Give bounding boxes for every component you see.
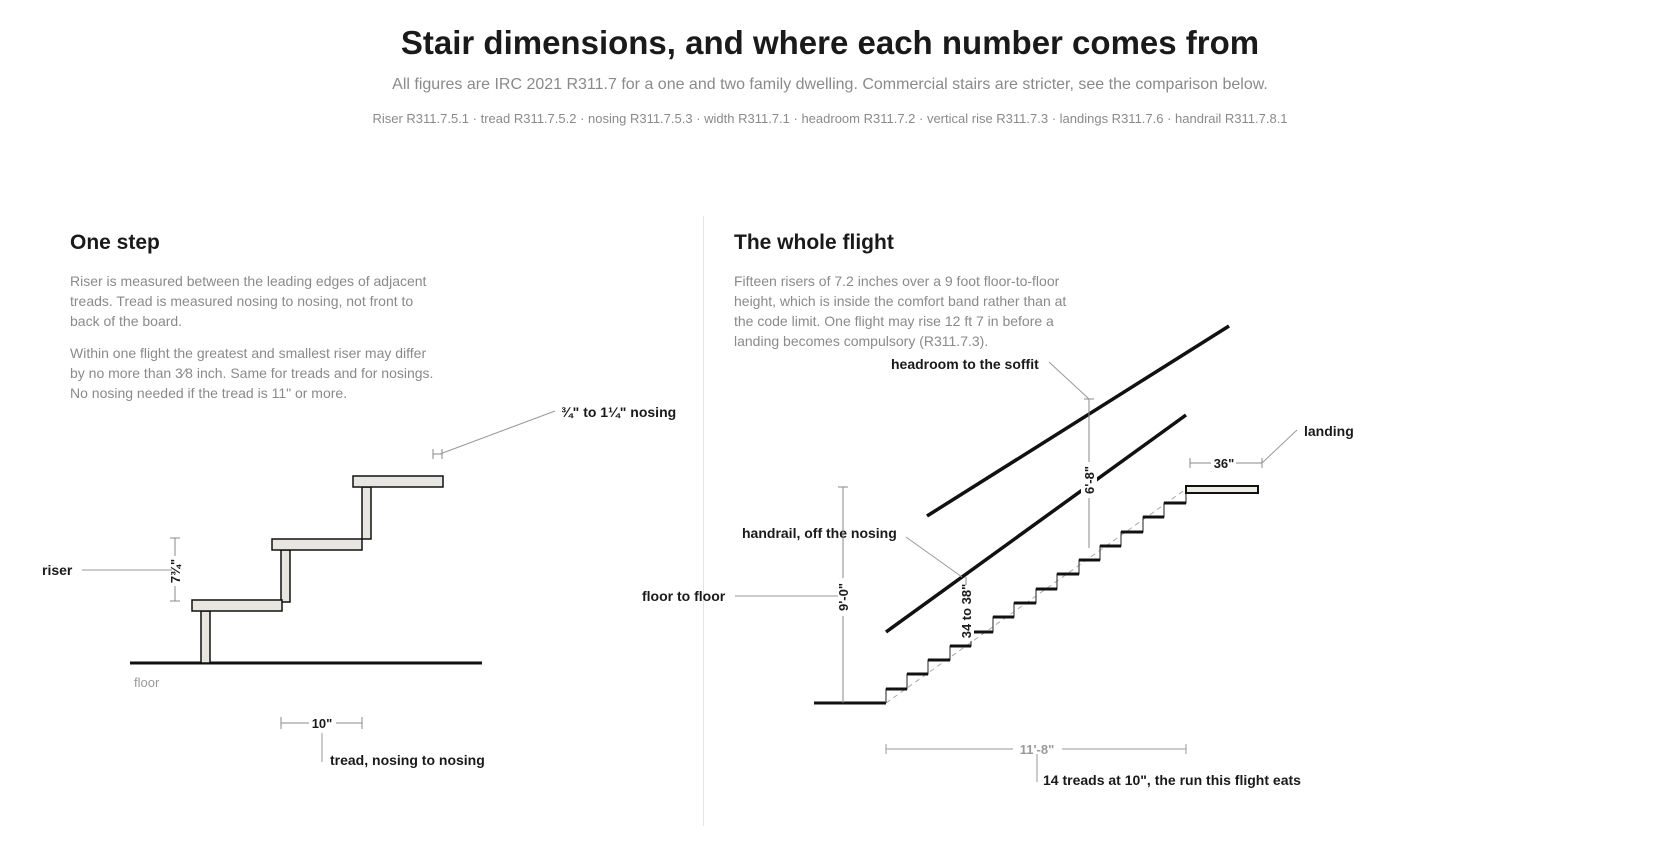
floor-to-floor-dimension <box>735 487 851 703</box>
nosing-label: ¾" to 1¼" nosing <box>561 404 677 420</box>
one-step-para-2: Within one flight the greatest and smallest riser may differ by no more than 3⁄8 inch. Same for treads and for nosings. No nosing needed if the tread is 11" or more. <box>70 345 434 401</box>
floor-to-floor-dimension-value: 9'-0" <box>836 582 851 612</box>
tread-label: tread, nosing to nosing <box>330 752 485 768</box>
floor-label: floor <box>134 675 160 690</box>
landing-dimension-value: 36" <box>1213 456 1235 471</box>
flight-heading: The whole flight <box>734 231 894 254</box>
riser-dimension-value: 7¾" <box>168 558 183 584</box>
one-step-para-1: Riser is measured between the leading edges of adjacent treads. Tread is measured nosing to nosing, not front to back of the board. <box>70 273 427 329</box>
headroom-dimension-value: 6'-8" <box>1082 465 1097 495</box>
one-step-heading: One step <box>70 231 160 254</box>
run-dimension-value: 11'-8" <box>1019 742 1055 757</box>
headroom-dimension <box>1049 362 1097 548</box>
floor-to-floor-label: floor to floor <box>642 588 726 604</box>
landing-dimension <box>1190 430 1297 468</box>
code-references: Riser R311.7.5.1 · tread R311.7.5.2 · nosing R311.7.5.3 · width R311.7.1 · headroom R311.7.2 · vertical rise R311.7.3 · landings R311.7.6 · handrail R311.7.8.1 <box>372 111 1288 126</box>
page-subtitle: All figures are IRC 2021 R311.7 for a one and two family dwelling. Commercial stairs are stricter, see the comparison below. <box>392 76 1268 93</box>
riser-label: riser <box>42 562 73 578</box>
headroom-label: headroom to the soffit <box>891 356 1039 372</box>
handrail-dimension-value: 34 to 38" <box>959 583 974 639</box>
run-label: 14 treads at 10", the run this flight eats <box>1043 772 1301 788</box>
landing-platform <box>1186 486 1258 493</box>
soffit <box>927 326 1229 516</box>
handrail-label: handrail, off the nosing <box>742 525 897 541</box>
landing-label: landing <box>1304 423 1354 439</box>
tread-dimension-value: 10" <box>311 716 333 731</box>
flight-para: Fifteen risers of 7.2 inches over a 9 foot floor-to-floor height, which is inside the comfort band rather than at the code limit. One flight may rise 12 ft 7 in before a landing becomes compulsory (R311.7.3). <box>734 273 1067 349</box>
page-title: Stair dimensions, and where each number comes from <box>400 24 1260 61</box>
